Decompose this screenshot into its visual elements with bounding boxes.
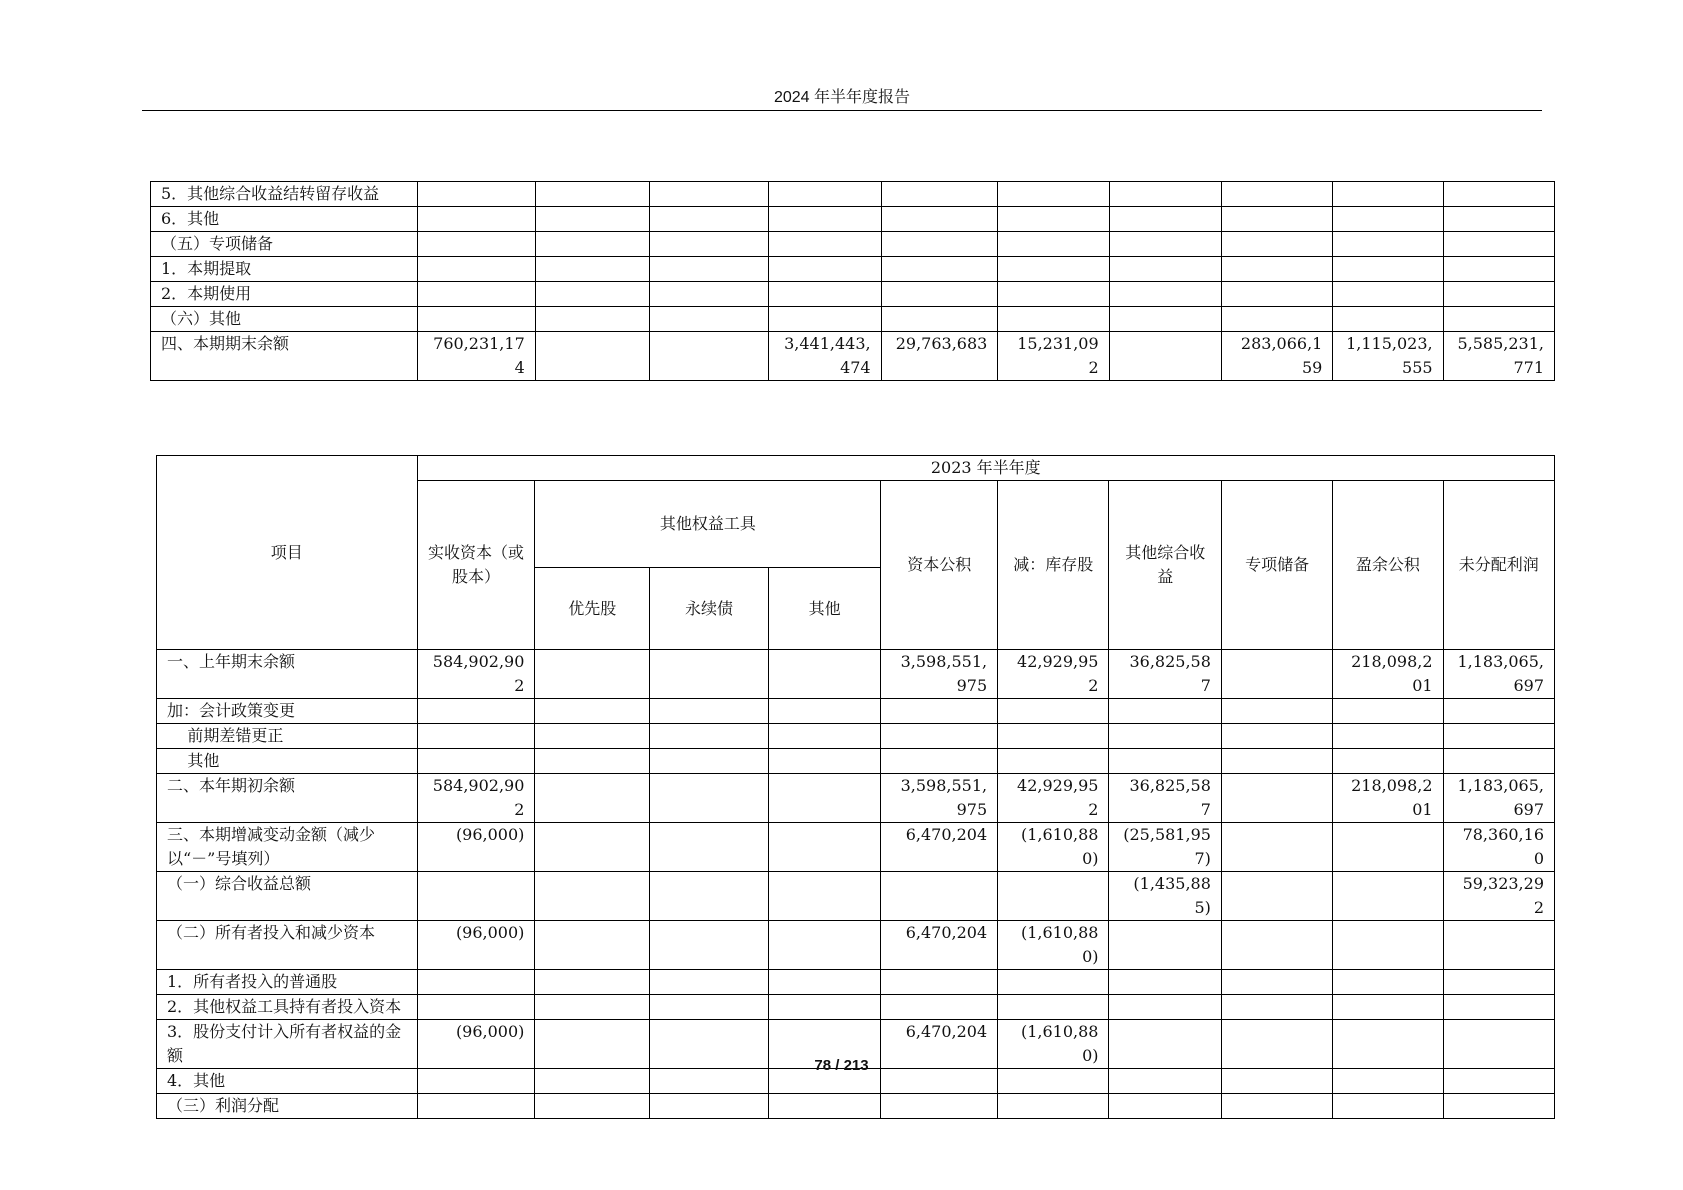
row-label: 3．股份支付计入所有者权益的金额	[157, 1020, 418, 1069]
table-row	[157, 823, 1555, 872]
table-cell	[1222, 282, 1333, 307]
table-cell: 29,763,683	[881, 332, 998, 381]
table-cell	[768, 921, 880, 970]
header-perpetual: 永续债	[650, 568, 769, 650]
table-cell	[768, 650, 880, 699]
table-cell: 218,098,201	[1333, 650, 1443, 699]
table-cell	[650, 699, 769, 724]
table-cell	[881, 257, 998, 282]
table-cell	[535, 207, 650, 232]
table-cell: 3,598,551,975	[881, 650, 998, 699]
table-row	[151, 282, 1555, 307]
table-cell	[1109, 232, 1221, 257]
table-cell: 15,231,092	[998, 332, 1109, 381]
table-cell	[535, 872, 650, 921]
header-other-equity-tools: 其他权益工具	[535, 481, 881, 568]
table-cell	[1333, 749, 1443, 774]
table-cell	[1333, 257, 1443, 282]
header-undistributed-profit: 未分配利润	[1443, 481, 1554, 650]
row-label: （二）所有者投入和减少资本	[157, 921, 418, 970]
table-cell	[1222, 232, 1333, 257]
table-row	[157, 1094, 1555, 1119]
row-label: （三）利润分配	[157, 1094, 418, 1119]
table-cell	[1109, 182, 1221, 207]
row-label: 一、上年期末余额	[157, 650, 418, 699]
table-cell	[1333, 699, 1443, 724]
table-cell: 584,902,902	[417, 774, 535, 823]
table-cell: 36,825,587	[1109, 774, 1221, 823]
table-cell: 36,825,587	[1109, 650, 1221, 699]
row-label: 4．其他	[157, 1069, 418, 1094]
table-cell: (96,000)	[417, 823, 535, 872]
row-label: （五）专项储备	[151, 232, 418, 257]
table-row	[157, 699, 1555, 724]
table-cell	[1221, 872, 1332, 921]
table-cell: 42,929,952	[998, 774, 1109, 823]
table-cell	[417, 207, 535, 232]
table-cell	[1109, 332, 1221, 381]
table-cell	[535, 282, 650, 307]
table-cell	[1333, 282, 1443, 307]
table-cell	[998, 182, 1109, 207]
table-row	[157, 872, 1555, 921]
table-cell	[650, 749, 769, 774]
table-cell: 283,066,159	[1222, 332, 1333, 381]
table-cell	[1443, 232, 1554, 257]
table-cell	[1221, 1094, 1332, 1119]
table-cell	[881, 282, 998, 307]
header-period: 2023 年半年度	[417, 456, 1554, 481]
table-cell: (1,610,880)	[998, 921, 1109, 970]
table-cell	[1443, 182, 1554, 207]
table-cell	[535, 749, 650, 774]
table-cell	[650, 823, 769, 872]
equity-changes-table-2023	[156, 455, 1555, 1119]
table-cell	[417, 995, 535, 1020]
table-cell	[998, 995, 1109, 1020]
table-cell	[1109, 970, 1221, 995]
table-cell: 3,441,443,474	[769, 332, 881, 381]
table-cell: 1,183,065,697	[1443, 774, 1554, 823]
row-label: 1．所有者投入的普通股	[157, 970, 418, 995]
table-cell	[998, 699, 1109, 724]
table-cell	[535, 332, 650, 381]
table-cell	[417, 232, 535, 257]
table-cell	[535, 823, 650, 872]
table-cell	[881, 970, 998, 995]
table-cell	[1221, 749, 1332, 774]
table-cell	[1333, 970, 1443, 995]
table-cell	[417, 182, 535, 207]
table-cell	[1443, 257, 1554, 282]
table-cell: 5,585,231,771	[1443, 332, 1554, 381]
header-special-reserve: 专项储备	[1221, 481, 1332, 650]
row-label: 5．其他综合收益结转留存收益	[151, 182, 418, 207]
table-cell	[1221, 823, 1332, 872]
table-cell	[1109, 995, 1221, 1020]
table-cell	[881, 307, 998, 332]
table-cell	[1443, 307, 1554, 332]
table-cell: 1,115,023,555	[1333, 332, 1443, 381]
table-cell	[417, 257, 535, 282]
table-cell	[1109, 1094, 1221, 1119]
header-divider	[142, 110, 1542, 111]
table-cell	[768, 872, 880, 921]
table1-body	[151, 182, 1555, 381]
table-cell: (96,000)	[417, 1020, 535, 1069]
table-cell	[650, 970, 769, 995]
table-cell	[1443, 724, 1554, 749]
table-cell: (1,435,885)	[1109, 872, 1221, 921]
table-row	[157, 724, 1555, 749]
table-row	[151, 182, 1555, 207]
table-cell	[535, 774, 650, 823]
table-cell	[1333, 724, 1443, 749]
table-cell	[998, 872, 1109, 921]
table-cell	[769, 282, 881, 307]
table-cell	[650, 207, 769, 232]
table-cell	[650, 1094, 769, 1119]
table-cell	[768, 970, 880, 995]
header-item: 项目	[157, 456, 418, 650]
table-cell	[417, 872, 535, 921]
table-row	[157, 921, 1555, 970]
table-cell	[998, 970, 1109, 995]
table-cell	[1443, 749, 1554, 774]
table-cell	[650, 921, 769, 970]
table-cell: (1,610,880)	[998, 1020, 1109, 1069]
table-cell: 6,470,204	[881, 823, 998, 872]
table-cell	[1443, 699, 1554, 724]
table-cell: 760,231,174	[417, 332, 535, 381]
table-cell	[1109, 724, 1221, 749]
table-cell	[881, 1094, 998, 1119]
table-cell	[535, 724, 650, 749]
table-row	[151, 307, 1555, 332]
table-cell	[768, 1094, 880, 1119]
table-cell	[881, 232, 998, 257]
row-label: （一）综合收益总额	[157, 872, 418, 921]
table-cell	[1221, 995, 1332, 1020]
table-cell	[535, 1094, 650, 1119]
table-cell	[998, 207, 1109, 232]
table-cell	[1333, 207, 1443, 232]
table-cell: 218,098,201	[1333, 774, 1443, 823]
header-other: 其他	[768, 568, 880, 650]
table-cell	[881, 995, 998, 1020]
table-cell	[1222, 257, 1333, 282]
table-row	[157, 650, 1555, 699]
row-label: 2．本期使用	[151, 282, 418, 307]
table-cell	[881, 872, 998, 921]
table-cell	[1443, 1094, 1554, 1119]
table-cell	[650, 650, 769, 699]
table-cell	[1443, 970, 1554, 995]
table-cell	[650, 995, 769, 1020]
table-cell	[1333, 1094, 1443, 1119]
equity-changes-table-continued	[150, 181, 1555, 381]
table-cell	[768, 823, 880, 872]
row-label: 三、本期增减变动金额（减少以“－”号填列）	[157, 823, 418, 872]
table-cell	[769, 232, 881, 257]
row-label: 四、本期期末余额	[151, 332, 418, 381]
table-cell	[998, 724, 1109, 749]
table-cell	[1109, 282, 1221, 307]
table-cell	[1109, 699, 1221, 724]
row-label: 2．其他权益工具持有者投入资本	[157, 995, 418, 1020]
table-cell	[998, 1094, 1109, 1119]
row-label: （六）其他	[151, 307, 418, 332]
table-cell	[1333, 307, 1443, 332]
table-cell	[1222, 207, 1333, 232]
table-cell	[535, 970, 650, 995]
table-cell	[998, 232, 1109, 257]
header-paid-in-capital: 实收资本（或股本）	[417, 481, 535, 650]
table-cell	[417, 749, 535, 774]
header-surplus-reserve: 盈余公积	[1333, 481, 1443, 650]
header-preferred: 优先股	[535, 568, 650, 650]
table-cell	[769, 207, 881, 232]
table-cell: 1,183,065,697	[1443, 650, 1554, 699]
table-cell	[417, 1094, 535, 1119]
table-cell	[650, 332, 769, 381]
table-cell	[769, 307, 881, 332]
table-cell	[535, 307, 650, 332]
table-cell	[535, 650, 650, 699]
table-cell	[1333, 872, 1443, 921]
table-cell	[1443, 921, 1554, 970]
table-cell	[881, 724, 998, 749]
table-cell	[650, 257, 769, 282]
table-cell	[1109, 257, 1221, 282]
table-cell	[1109, 749, 1221, 774]
table-cell	[881, 749, 998, 774]
table-cell	[1221, 699, 1332, 724]
table-cell	[650, 774, 769, 823]
table-cell	[535, 995, 650, 1020]
table-cell	[650, 307, 769, 332]
row-label: 前期差错更正	[157, 724, 418, 749]
table-cell: 59,323,292	[1443, 872, 1554, 921]
table-cell	[650, 232, 769, 257]
table-cell	[881, 699, 998, 724]
table-cell	[1333, 232, 1443, 257]
table-cell	[417, 307, 535, 332]
table-cell	[1443, 282, 1554, 307]
table2-body	[157, 650, 1555, 1119]
table-cell	[881, 182, 998, 207]
table-cell	[650, 282, 769, 307]
table-cell	[1221, 650, 1332, 699]
row-label: 其他	[157, 749, 418, 774]
table-cell: 42,929,952	[998, 650, 1109, 699]
table-cell	[1333, 921, 1443, 970]
table-cell	[1221, 774, 1332, 823]
table-cell: 3,598,551,975	[881, 774, 998, 823]
table-cell	[1221, 921, 1332, 970]
table-row	[157, 970, 1555, 995]
header-capital-reserve: 资本公积	[881, 481, 998, 650]
table-cell	[1221, 970, 1332, 995]
table-cell	[417, 970, 535, 995]
header-treasury-stock: 减：库存股	[998, 481, 1109, 650]
table-cell	[535, 921, 650, 970]
table-row	[151, 232, 1555, 257]
table-cell	[1443, 207, 1554, 232]
table-cell: 584,902,902	[417, 650, 535, 699]
table-cell	[998, 749, 1109, 774]
table-cell	[650, 182, 769, 207]
table-cell	[998, 282, 1109, 307]
table-cell: 6,470,204	[881, 921, 998, 970]
table-cell	[998, 307, 1109, 332]
page-number: 78 / 213	[814, 1057, 869, 1074]
table-cell	[768, 699, 880, 724]
table-row	[157, 749, 1555, 774]
table-row	[157, 774, 1555, 823]
table-cell	[535, 699, 650, 724]
table-cell	[1222, 307, 1333, 332]
table-cell	[881, 207, 998, 232]
table-cell	[535, 232, 650, 257]
table-row	[151, 332, 1555, 381]
table-cell: 78,360,160	[1443, 823, 1554, 872]
table-cell	[417, 699, 535, 724]
row-label: 1．本期提取	[151, 257, 418, 282]
table-cell	[1443, 995, 1554, 1020]
table-cell	[417, 282, 535, 307]
table-cell	[768, 724, 880, 749]
table-cell	[1109, 207, 1221, 232]
report-header-title: 2024 年半年度报告	[773, 89, 911, 106]
table-cell	[417, 724, 535, 749]
table-cell	[535, 182, 650, 207]
table-cell	[535, 257, 650, 282]
table-cell	[1333, 995, 1443, 1020]
table-cell: 6,470,204	[881, 1020, 998, 1069]
table-cell: (96,000)	[417, 921, 535, 970]
table-cell	[650, 872, 769, 921]
table-cell	[650, 724, 769, 749]
table-cell	[1221, 724, 1332, 749]
table-row	[151, 207, 1555, 232]
row-label: 6．其他	[151, 207, 418, 232]
table-cell	[1222, 182, 1333, 207]
table-row	[157, 995, 1555, 1020]
table-cell	[769, 257, 881, 282]
table-cell	[1333, 182, 1443, 207]
table-cell: (25,581,957)	[1109, 823, 1221, 872]
table-cell	[1109, 307, 1221, 332]
table-cell	[998, 257, 1109, 282]
header-oci: 其他综合收益	[1109, 481, 1221, 650]
table-cell	[769, 182, 881, 207]
table-cell	[768, 774, 880, 823]
row-label: 加：会计政策变更	[157, 699, 418, 724]
table-cell: (1,610,880)	[998, 823, 1109, 872]
table2-header	[157, 456, 1555, 650]
table-cell	[768, 749, 880, 774]
row-label: 二、本年期初余额	[157, 774, 418, 823]
table-cell	[768, 995, 880, 1020]
table-row	[151, 257, 1555, 282]
table-cell	[1109, 921, 1221, 970]
table-cell	[1333, 823, 1443, 872]
